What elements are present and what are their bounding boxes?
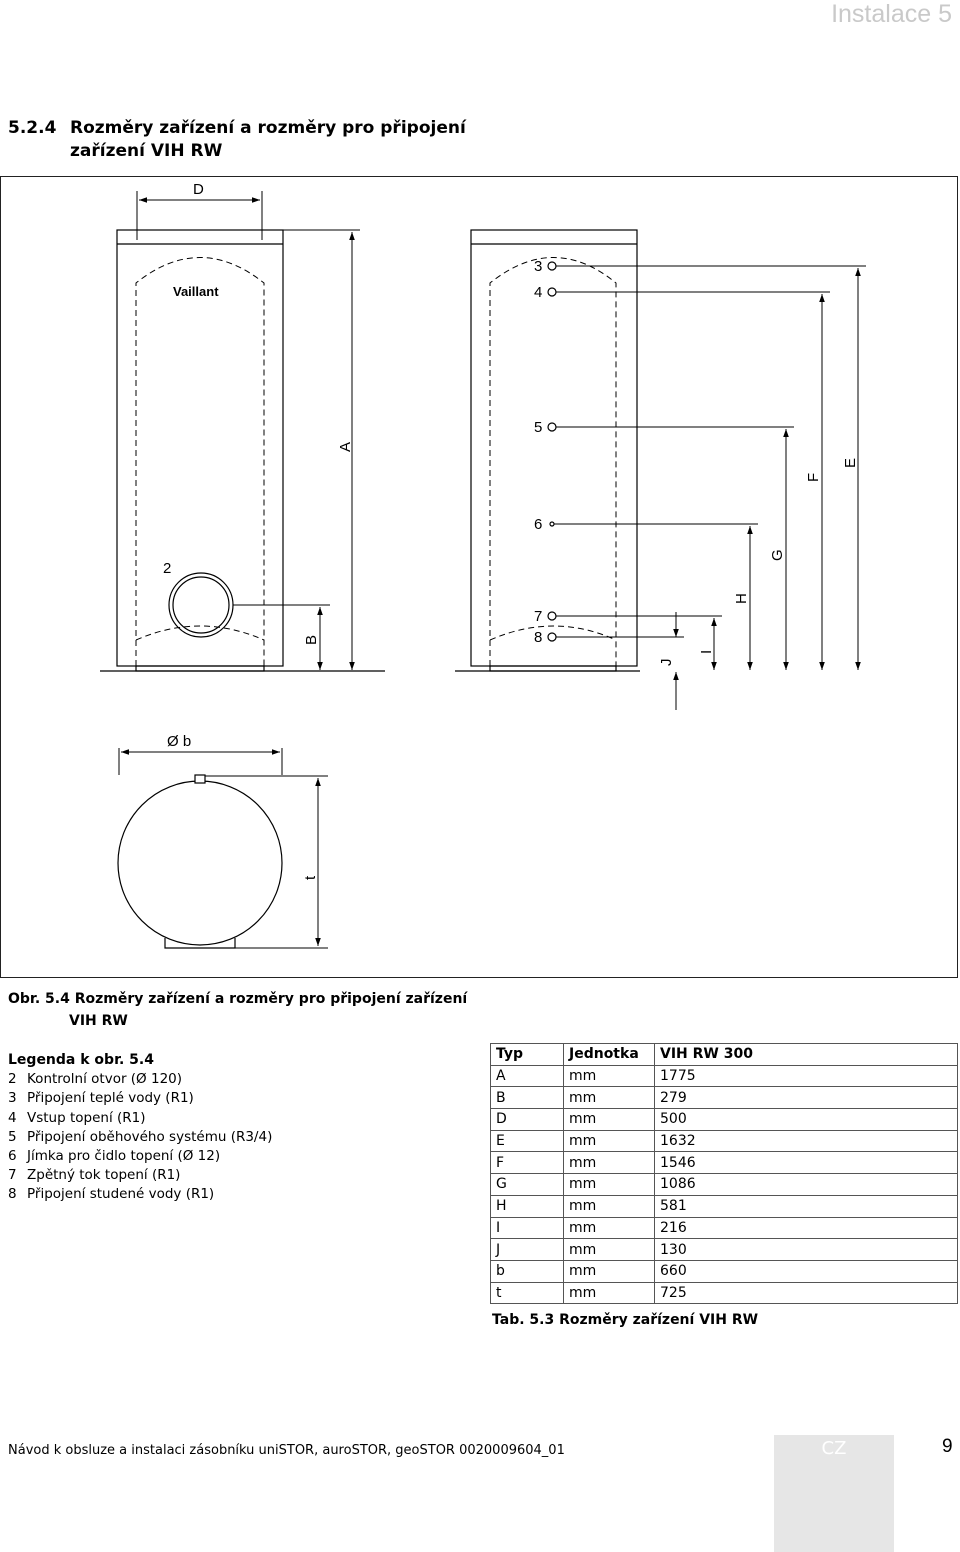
section-title-line2: zařízení VIH RW bbox=[70, 141, 223, 161]
top-view bbox=[118, 775, 282, 948]
table-row: I mm 216 bbox=[491, 1217, 958, 1239]
label-J: J bbox=[658, 658, 675, 666]
label-I: I bbox=[698, 649, 715, 654]
figure-caption-line1: Obr. 5.4 Rozměry zařízení a rozměry pro připojení zařízení bbox=[8, 991, 468, 1007]
tank-top-circle bbox=[118, 781, 282, 945]
table-row: G mm 1086 bbox=[491, 1174, 958, 1196]
label-B: B bbox=[303, 634, 320, 645]
label-t: t bbox=[302, 875, 319, 880]
legend-item: 6 Jímka pro čidlo topení (Ø 12) bbox=[8, 1148, 221, 1165]
label-H: H bbox=[733, 593, 750, 604]
figure-caption-line2: VIH RW bbox=[69, 1013, 128, 1029]
table-row: J mm 130 bbox=[491, 1239, 958, 1261]
legend-item: 7 Zpětný tok topení (R1) bbox=[8, 1167, 181, 1184]
label-b: Ø b bbox=[167, 733, 192, 750]
dimensions-table bbox=[490, 1043, 958, 1304]
label-A: A bbox=[337, 441, 354, 452]
footer-text: Návod k obsluze a instalaci zásobníku uniSTOR, auroSTOR, geoSTOR 0020009604_01 bbox=[8, 1443, 565, 1458]
header-title: Instalace 5 bbox=[831, 0, 952, 28]
label-7: 7 bbox=[534, 608, 543, 625]
legend-item: 3 Připojení teplé vody (R1) bbox=[8, 1090, 194, 1107]
label-3: 3 bbox=[534, 258, 543, 275]
language-label: CZ bbox=[821, 1438, 847, 1459]
table-row: H mm 581 bbox=[491, 1195, 958, 1217]
port-5 bbox=[548, 423, 556, 431]
table-row: b mm 660 bbox=[491, 1260, 958, 1282]
inspection-opening bbox=[169, 573, 233, 637]
table-header-row: Typ Jednotka VIH RW 300 bbox=[491, 1044, 958, 1066]
section-number: 5.2.4 bbox=[8, 118, 57, 138]
figure-caption bbox=[8, 988, 467, 1032]
table-caption: Tab. 5.3 Rozměry zařízení VIH RW bbox=[492, 1312, 759, 1328]
label-2: 2 bbox=[163, 560, 172, 577]
port-3 bbox=[548, 262, 556, 270]
vaillant-logo: Vaillant bbox=[173, 284, 219, 299]
page-number: 9 bbox=[942, 1436, 953, 1457]
label-E: E bbox=[842, 457, 859, 468]
label-F: F bbox=[805, 472, 822, 482]
legend-item: 5 Připojení oběhového systému (R3/4) bbox=[8, 1128, 273, 1145]
port-6 bbox=[550, 522, 554, 526]
side-view bbox=[471, 230, 637, 671]
table-row: A mm 1775 bbox=[491, 1065, 958, 1087]
legend-item: 8 Připojení studené vody (R1) bbox=[8, 1186, 215, 1203]
label-8: 8 bbox=[534, 629, 543, 646]
legend bbox=[8, 1051, 478, 1205]
legend-title: Legenda k obr. 5.4 bbox=[8, 1052, 154, 1068]
table-row: B mm 279 bbox=[491, 1087, 958, 1109]
legend-item: 4 Vstup topení (R1) bbox=[8, 1109, 146, 1126]
label-5: 5 bbox=[534, 419, 543, 436]
port-7 bbox=[548, 612, 556, 620]
label-G: G bbox=[769, 549, 786, 561]
label-4: 4 bbox=[534, 284, 543, 301]
label-D: D bbox=[193, 181, 204, 198]
port-4 bbox=[548, 288, 556, 296]
label-6: 6 bbox=[534, 516, 543, 533]
table-row: E mm 1632 bbox=[491, 1130, 958, 1152]
table-row: t mm 725 bbox=[491, 1282, 958, 1304]
section-title-line1: Rozměry zařízení a rozměry pro připojení bbox=[70, 118, 466, 138]
table-row: D mm 500 bbox=[491, 1109, 958, 1131]
legend-item: 2 Kontrolní otvor (Ø 120) bbox=[8, 1071, 183, 1088]
port-8 bbox=[548, 633, 556, 641]
table-row: F mm 1546 bbox=[491, 1152, 958, 1174]
